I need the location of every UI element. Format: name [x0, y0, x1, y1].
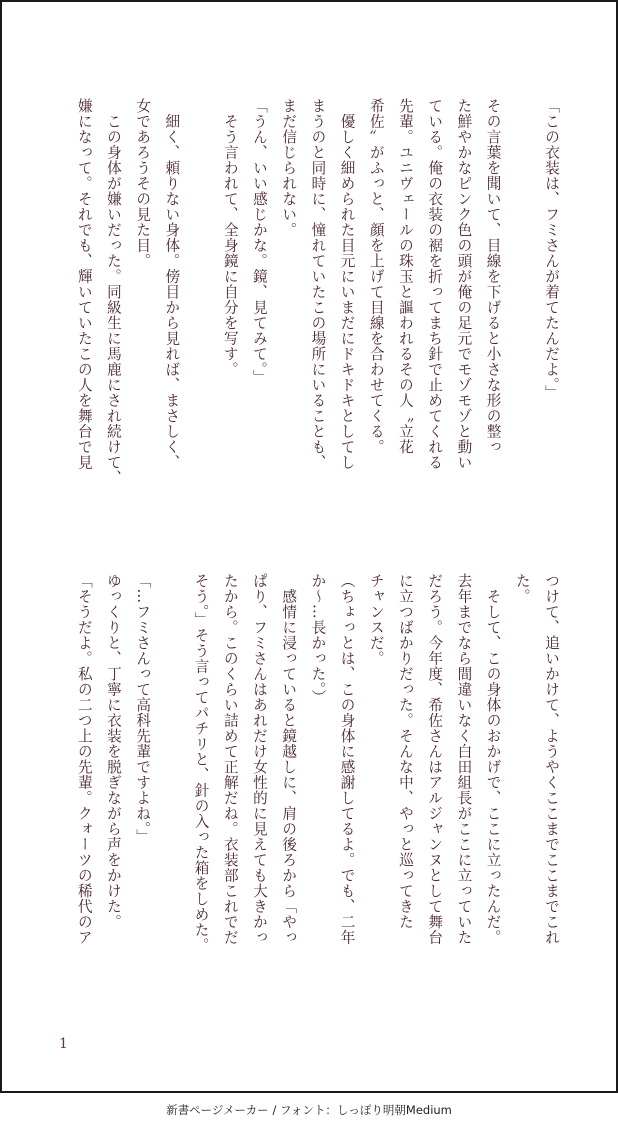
- text-line: チャンスだ。: [367, 573, 385, 666]
- text-line: 「この衣装は、フミさんが着てたんだよ。」: [543, 98, 560, 401]
- text-line: 「…フミさんって高科先輩ですよね。」: [134, 573, 152, 845]
- text-line: ている。俺の衣装の裾を折ってまち針で止めてくれる: [426, 98, 444, 470]
- text-line: ゆっくりと、丁寧に衣装を脱ぎながら声をかけた。: [104, 573, 122, 930]
- text-line: まだ信じられない。: [280, 98, 298, 238]
- text-line: 細く、頼りない身体。傍目から見れば、まさしく、: [163, 98, 181, 470]
- text-column-top: [70, 98, 566, 528]
- text-line: 去年までなら間違いなく白田組長がここに立っていた: [455, 573, 473, 945]
- text-line: 「そうだよ。私の二つ上の先輩。クォーツの稀代のア: [75, 573, 93, 945]
- text-column-bottom: [70, 573, 566, 1003]
- text-line: に立つばかりだった。そんな中、やっと巡ってきた: [396, 573, 414, 930]
- text-line: か〜…長かった。）: [309, 573, 327, 706]
- text-line: 感情に浸っていると鏡越しに、肩の後ろから「やっ: [280, 573, 298, 945]
- text-line: 先輩。ユニヴェールの珠玉と謳われるその人〝立花: [396, 98, 414, 455]
- text-line: そう言われて、全身鏡に自分を写す。: [221, 98, 239, 377]
- text-line: まうのと同時に、憧れていたこの場所にいることも、: [309, 98, 327, 470]
- text-line: そう。」そう言ってパチリと、針の入った箱をしめた。: [192, 573, 210, 954]
- text-line: だろう。今年度、希佐さんはアルジャンヌとして舞台: [426, 573, 444, 945]
- text-line: たから。このくらい詰めて正解だね。衣装部これでだ: [221, 573, 239, 945]
- page-number: 1: [59, 1036, 68, 1052]
- footer-credit: 新書ページメーカー / フォント：しっぽり明朝Medium: [166, 1103, 452, 1117]
- text-line: [157, 573, 186, 1003]
- text-line: 「うん、いい感じかな。鏡、見てみて。」: [250, 98, 268, 386]
- text-line: た鮮やかなピンク色の頭が俺の足元でモゾモゾと動い: [455, 98, 473, 470]
- text-line: この身体が嫌いだった。同級生に馬鹿にされ続けて、: [104, 98, 122, 486]
- text-line: そして、この身体のおかげで、ここに立ったんだ。: [484, 573, 502, 945]
- text-line: [186, 98, 215, 528]
- text-line: た。: [513, 573, 531, 604]
- text-line: [508, 98, 537, 528]
- text-line: （ちょっとは、この身体に感謝してるよ。でも、二年: [338, 573, 356, 945]
- text-line: 嫌になって。それでも、輝いていたこの人を舞台で見: [75, 98, 93, 470]
- text-line: その言葉を聞いて、目線を下げると小さな形の整っ: [484, 98, 502, 455]
- text-line: つけて、追いかけて、ようやくここまでここまでこれ: [543, 573, 560, 945]
- text-line: 希佐〟がふっと、顔を上げて目線を合わせてくる。: [367, 98, 385, 455]
- text-line: 優しく細められた目元にいまだにドキドキとしてし: [338, 98, 356, 470]
- text-line: 女であろうその見た目。: [134, 98, 152, 269]
- text-line: ぱり、フミさんはあれだけ女性的に見えても大きかっ: [250, 573, 268, 945]
